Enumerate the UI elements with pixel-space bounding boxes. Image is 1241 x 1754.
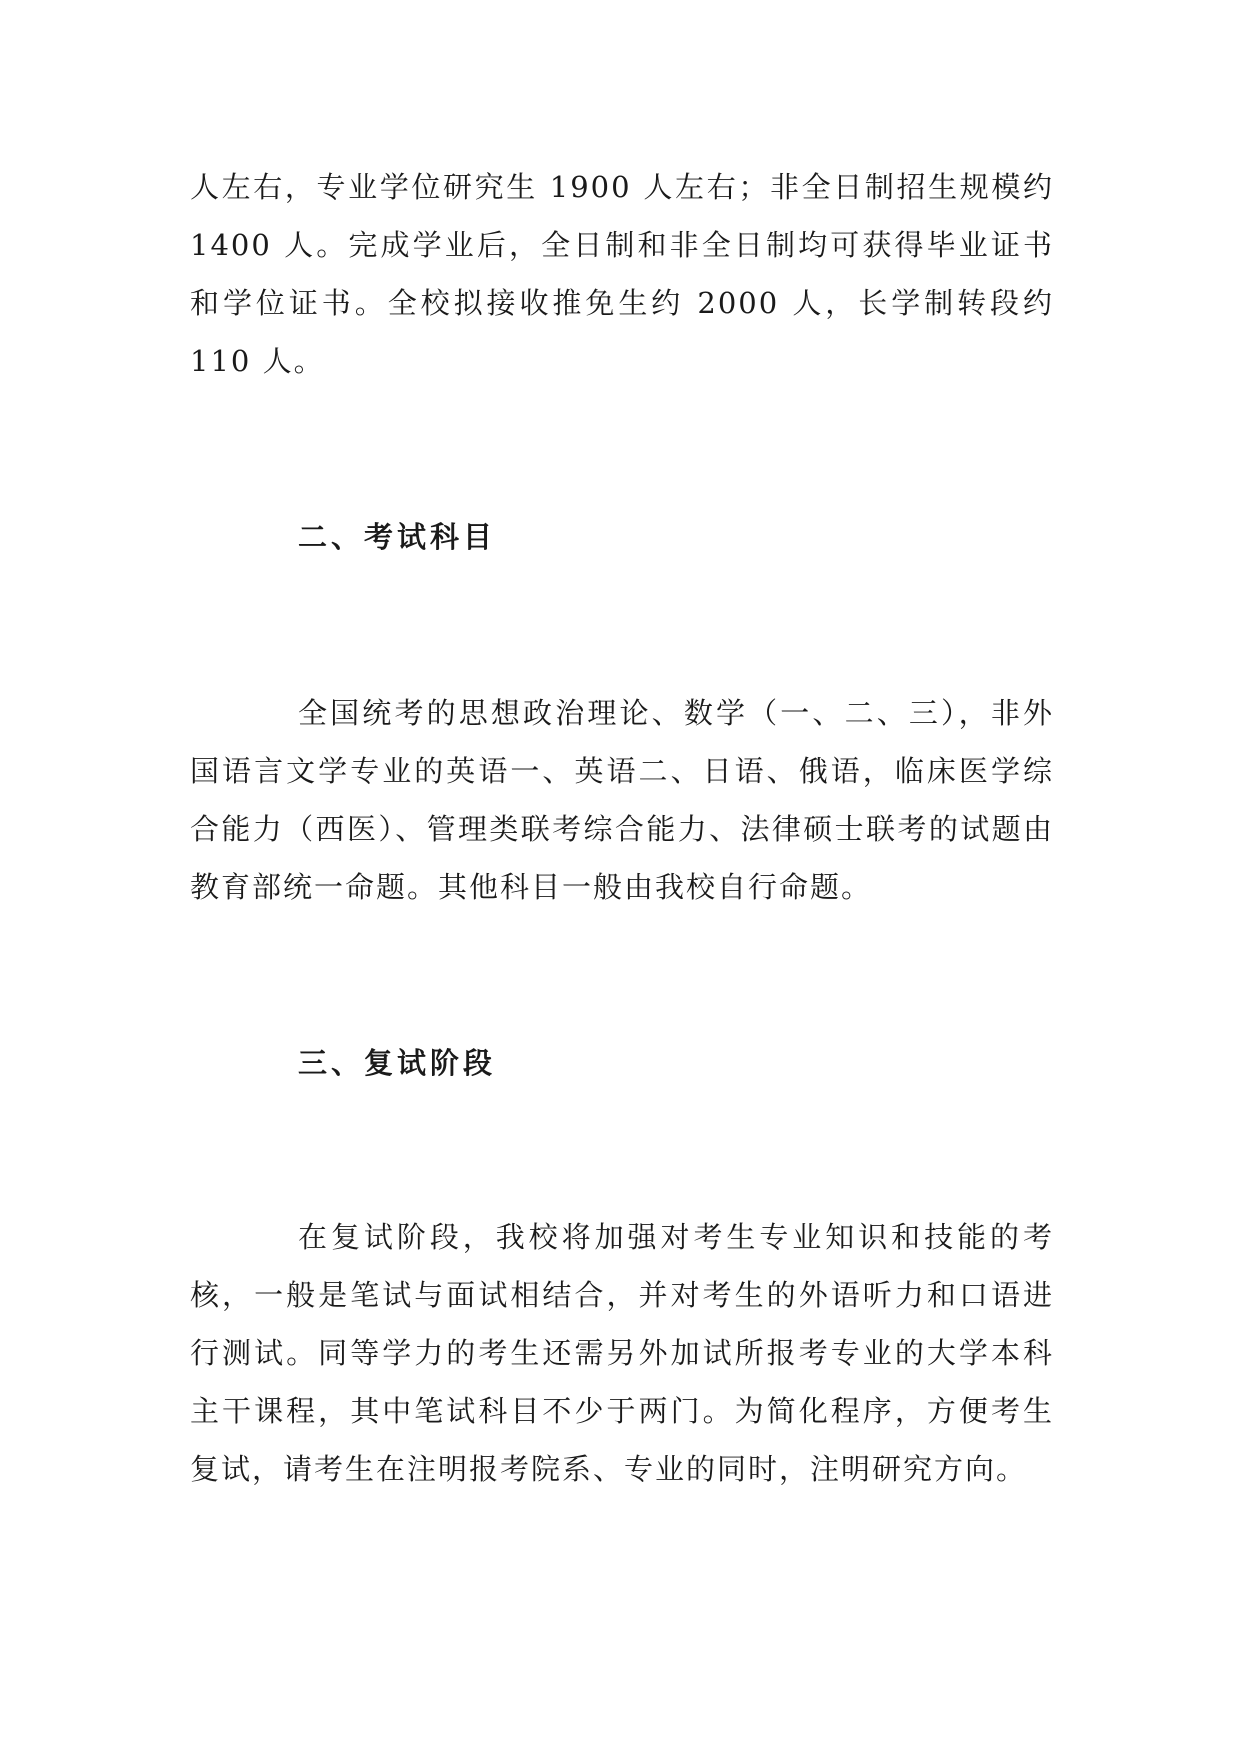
enrollment-scale-paragraph: 人左右，专业学位研究生 1900 人左右；非全日制招生规模约 1400 人。完成学业后，全日制和非全日制均可获得毕业证书和学位证书。全校拟接收推免生约 2000 人，长学制转段约 110 人。 [190,170,1054,378]
section-heading-exam-subjects: 二、考试科目 [298,520,497,554]
exam-subjects-paragraph: 全国统考的思想政治理论、数学（一、二、三），非外国语言文学专业的英语一、英语二、日语、俄语，临床医学综合能力（西医）、管理类联考综合能力、法律硕士联考的试题由教育部统一命题。其他科目一般由我校自行命题。 [190,696,1054,904]
retest-stage-paragraph: 在复试阶段，我校将加强对考生专业知识和技能的考核，一般是笔试与面试相结合，并对考生的外语听力和口语进行测试。同等学力的考生还需另外加试所报考专业的大学本科主干课程，其中笔试科目不少于两门。为简化程序，方便考生复试，请考生在注明报考院系、专业的同时，注明研究方向。 [190,1220,1054,1486]
section-heading-retest-stage: 三、复试阶段 [298,1046,497,1080]
